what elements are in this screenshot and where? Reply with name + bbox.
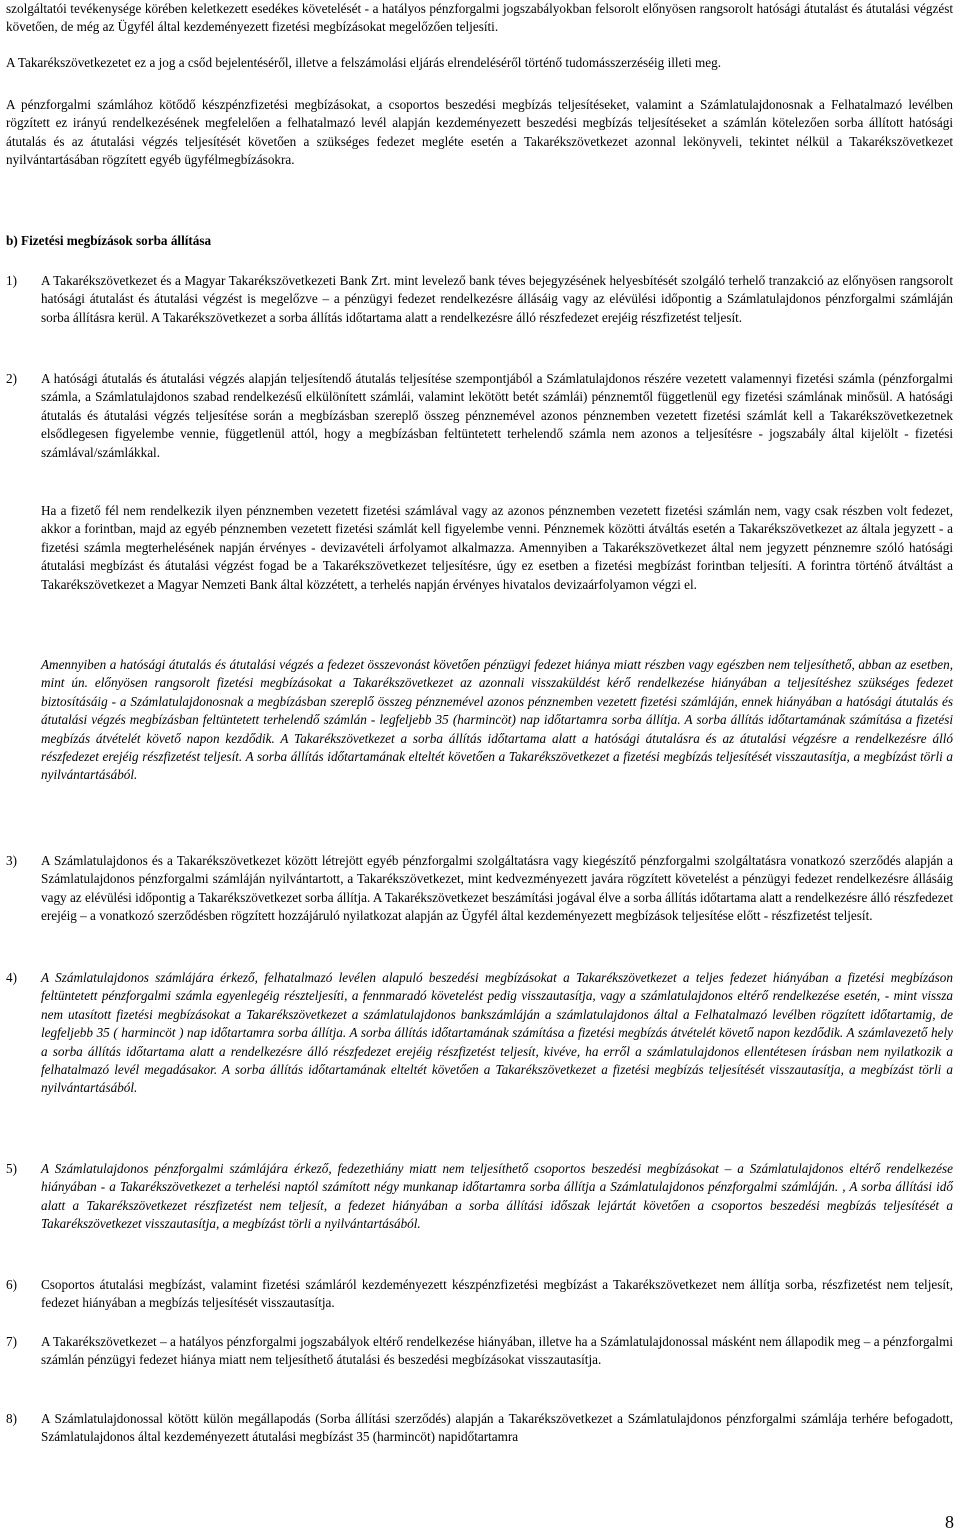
paragraph-intro: szolgáltatói tevékenysége körében keletkezett esedékes követelését - a hatályos pénzforgalmi jogszabályokban felsorolt előnyösen rangsorolt hatósági átutalást és átutalási végzést követően, de még az Ügyfél által kezdeményezett fizetési megbízásokat megelőzően teljesíti. (6, 1, 953, 35)
paragraph-currency-conversion: Ha a fizető fél nem rendelkezik ilyen pénznemben vezetett fizetési számlával vagy az azonos pénznemben vezetett fizetési számlán nem, vagy csak részben volt fedezet, akkor a forintban, majd az egyéb pénznemben vezetett fizetési számlát kell figyelembe venni. Pénznemek közötti átváltás esetén a Takarékszövetkezet az általa jegyzett - a fizetési számla megterhelésének napján érvényes - devizavételi árfolyamot alkalmazza. Amennyiben a Takarékszövetkezet által nem jegyzett pénznemre szóló hatósági átutalási megbízást és átutalási végzést fogad be a Takarékszövetkezet teljesítésre, úgy ez esetben a fizetési megbízást forintban teljesíti. A forintra történő átváltást a Takarékszövetkezet a Magyar Nemzeti Bank által közzétett, a terhelés napján érvényes hivatalos devizaárfolyamon végzi el. (41, 503, 953, 592)
list-item-3 (6, 852, 953, 926)
list-item-text: Csoportos átutalási megbízást, valamint fizetési számláról kezdeményezett készpénzfizetési megbízást a Takarékszövetkezet nem állítja sorba, részfizetést nem teljesít, fedezet hiányában a megbízás teljesítését visszautasítja. (41, 1277, 953, 1311)
list-item-2 (6, 370, 953, 462)
list-item-number: 7) (6, 1334, 17, 1349)
paragraph-cash-payment: A pénzforgalmi számlához kötődő készpénzfizetési megbízásokat, a csoportos beszedési megbízás teljesítéseket, valamint a Számlatulajdonosnak a Felhatalmazó levélben rögzített ez irányú rendelkezésének megfelelően a felhatalmazó levél alapján kezdeményezett beszedési megbízás teljesítéseket a számlán kötelezően sorba állított hatósági átutalás és az átutalási végzés teljesítését követően a szükséges fedezet megléte esetén a Takarékszövetkezet azonnal lekönyveli, tekintet nélkül a Takarékszövetkezet nyilvántartásában rögzített egyéb ügyfélmegbízásokra. (6, 97, 953, 168)
list-item-number: 8) (6, 1411, 17, 1426)
page-number: 8 (945, 1512, 954, 1532)
list-item-text: A hatósági átutalás és átutalási végzés alapján teljesítendő átutalás teljesítése szempontjából a Számlatulajdonos részére vezetett valamennyi fizetési számla (pénzforgalmi számla, a Számlatulajdonos szabad rendelkezésű elkülönített számlái, valamint lekötött betét számlái) pénznemtől függetlenül egy fizetési számlának minősül. A hatósági átutalás és átutalási végzés teljesítése során a megbízásban szereplő összeg pénznemével azonos pénznemben vezetett fizetési számlát kell a Takarékszövetkezetnek elsődlegesen figyelembe vennie, függetlenül attól, hogy a megbízásban feltüntetett terhelendő számla nem azonos a teljesítésre - jogszabály által kijelölt - fizetési számlával/számlákkal. (41, 371, 953, 460)
list-item-number: 1) (6, 273, 17, 288)
list-item-number: 6) (6, 1277, 17, 1292)
paragraph-queue-italic: Amennyiben a hatósági átutalás és átutalási végzés a fedezet összevonást követően pénzügyi fedezet hiánya miatt részben vagy egészben nem teljesíthető, abban az esetben, mint ún. előnyösen rangsorolt fizetési megbízásokat a Takarékszövetkezet az azonnali visszaküldést kérő rendelkezése hiányában a teljesítéshez szükséges fedezet biztosításáig - a Számlatulajdonosnak a megbízásban szereplő összeg pénznemével azonos pénznemben vezetett fizetési számláján, ennek hiányában a hatósági átutalás és átutalási végzés megbízásban feltüntetett terhelendő számlán - legfeljebb 35 (harmincöt) nap időtartamra sorba állítja. A sorba állítás időtartamának számítása a fizetési megbízás átvételét követő napon kezdődik. A Takarékszövetkezet a sorba állítás időtartama alatt a hatósági átutalásra és az átutalási végzésre a rendelkezésre álló részfedezet erejéig részfizetést teljesít. A sorba állítás időtartamának elteltét követően a Takarékszövetkezet a fizetési megbízás teljesítését visszautasítja, a megbízást törli a nyilvántartásából. (41, 657, 953, 783)
list-item-6 (6, 1276, 953, 1313)
list-item-text: A Számlatulajdonos és a Takarékszövetkezet között létrejött egyéb pénzforgalmi szolgáltatásra vagy kiegészítő pénzforgalmi szolgáltatásra vonatkozó szerződés alapján a Számlatulajdonos pénzforgalmi számláján nyilvántartott, a Takarékszövetkezet, mint kedvezményezett javára rögzített követelést a pénzügyi fedezet rendelkezésre állásáig vagy az elévülési időpontig a Takarékszövetkezet sorba állítja. A Takarékszövetkezet beszámítási jogával élve a sorba állítás időtartama alatt a rendelkezésre álló részfedezet erejéig – a vonatkozó szerződésben rögzített hozzájáruló nyilatkozat alapján az Ügyfél által kezdeményezett megbízások teljesítése előtt - részfizetést teljesít. (41, 853, 953, 924)
list-item-text: A Takarékszövetkezet és a Magyar Takarékszövetkezeti Bank Zrt. mint levelező bank téves bejegyzésének helyesbítését szolgáló terhelő tranzakció az előnyösen rangsorolt hatósági átutalást és átutalási végzést is megelőzve – a pénzügyi fedezet rendelkezésre állásáig vagy az elévülési időpontig a Számlatulajdonos pénzforgalmi számláján sorba állításra kerül. A Takarékszövetkezet a sorba állítás időtartama alatt a rendelkezésre álló részfedezet erejéig részfizetést teljesít. (41, 273, 953, 325)
list-item-text: A Számlatulajdonossal kötött külön megállapodás (Sorba állítási szerződés) alapján a Takarékszövetkezet a Számlatulajdonos pénzforgalmi számlája terhére befogadott, Számlatulajdonos által kezdeményezett átutalási megbízást 35 (harmincöt) napidőtartamra (41, 1411, 953, 1445)
list-item-number: 2) (6, 371, 17, 386)
section-heading: b) Fizetési megbízások sorba állítása (6, 233, 212, 248)
list-item-1 (6, 272, 953, 327)
list-item-number: 5) (6, 1161, 17, 1176)
list-item-number: 3) (6, 853, 17, 868)
paragraph-right-limit: A Takarékszövetkezetet ez a jog a csőd bejelentéséről, illetve a felszámolási eljárás elrendeléséről történő tudomásszerzéséig illeti meg. (6, 55, 722, 70)
list-item-text: A Számlatulajdonos pénzforgalmi számlájára érkező, fedezethiány miatt nem teljesíthető csoportos beszedési megbízásokat – a Számlatulajdonos eltérő rendelkezése hiányában - a Takarékszövetkezet a terhelési naptól számított négy munkanap időtartamra sorba állítja a Számlatulajdonos pénzforgalmi számláján. , A sorba állítási idő alatt a Takarékszövetkezet részfizetést nem teljesít, a fedezet hiányában a sorba állítási időszak lejártát követően a csoportos beszedési megbízás teljesítését a Takarékszövetkezet visszautasítja, a megbízást törli a nyilvántartásából. (41, 1161, 953, 1232)
list-item-4 (6, 969, 953, 1098)
list-item-7 (6, 1333, 953, 1370)
list-item-8 (6, 1410, 953, 1447)
list-item-text: A Számlatulajdonos számlájára érkező, felhatalmazó levélen alapuló beszedési megbízásokat a Takarékszövetkezet a teljes fedezet hiányában a fizetési megbízáson feltüntetett pénzforgalmi számla egyenlegéig részteljesíti, a fennmaradó követelést pedig visszautasítja, vagy a számlatulajdonos eltérő rendelkezése esetén, - mint vissza nem utasított fizetési megbízásokat a Takarékszövetkezet a számlatulajdonos bankszámláján a számlatulajdonos által a Felhatalmazó levélben rögzített időtartamig, de legfeljebb 35 ( harmincöt ) nap időtartamra sorba állítja. A sorba állítás időtartamának számítása a fizetési megbízás átvételét követő napon kezdődik. A számlavezető hely a sorba állítás időtartama alatt a rendelkezésre álló részfedezet erejéig részfizetést teljesít, kivéve, ha erről a számlatulajdonos ellentétesen írásban nem nyilatkozik a felhatalmazó levél megadásakor. A sorba állítás időtartamának elteltét követően a Takarékszövetkezet a fizetési megbízás teljesítését visszautasítja, a megbízást törli a nyilvántartásából. (41, 970, 953, 1096)
list-item-5 (6, 1160, 953, 1234)
list-item-text: A Takarékszövetkezet – a hatályos pénzforgalmi jogszabályok eltérő rendelkezése hiányában, illetve ha a Számlatulajdonossal másként nem állapodik meg – a pénzforgalmi számlán pénzügyi fedezet hiánya miatt nem teljesíthető átutalási és beszedési megbízásokat visszautasítja. (41, 1334, 953, 1368)
list-item-number: 4) (6, 970, 17, 985)
